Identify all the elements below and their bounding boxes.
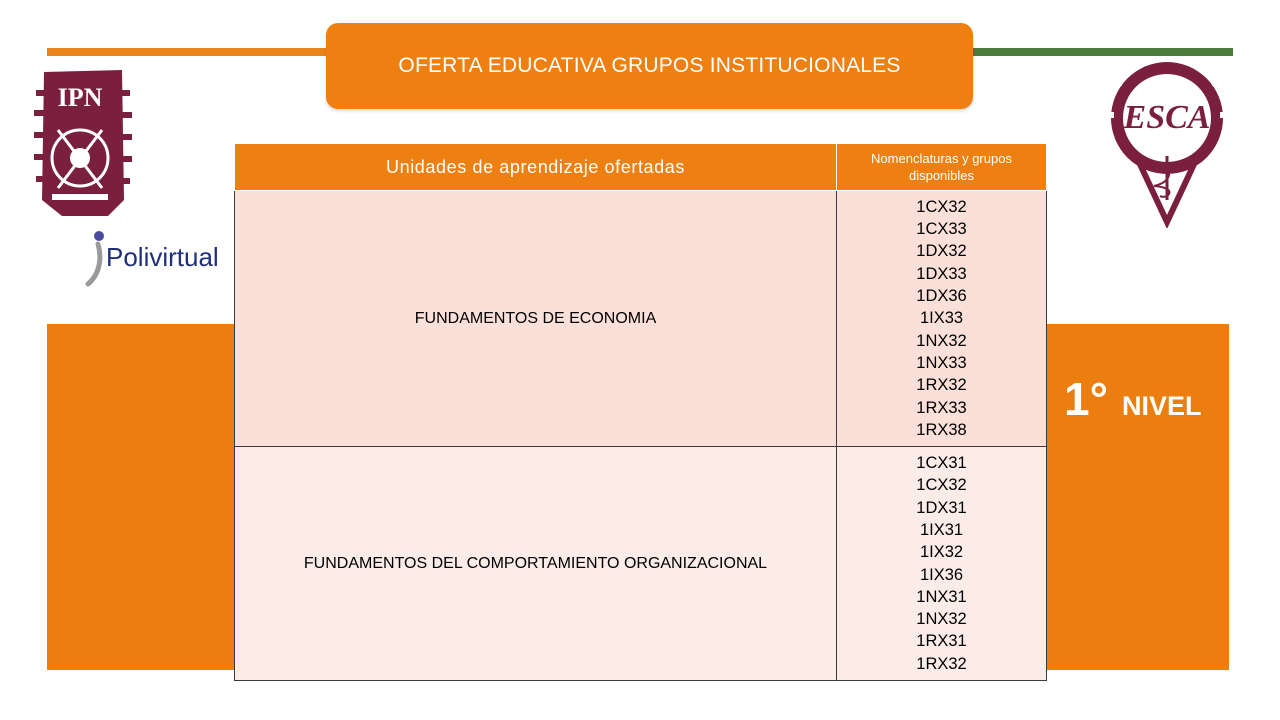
subject-cell: FUNDAMENTOS DEL COMPORTAMIENTO ORGANIZACIONAL bbox=[235, 447, 837, 681]
group-code: 1RX32 bbox=[916, 654, 967, 673]
group-code: 1RX31 bbox=[916, 632, 967, 651]
table-row bbox=[235, 191, 1047, 447]
header-units: Unidades de aprendizaje ofertadas bbox=[235, 144, 837, 191]
level-label bbox=[1064, 372, 1202, 426]
svg-text:IPN: IPN bbox=[57, 83, 103, 112]
polivirtual-logo bbox=[84, 228, 229, 288]
offer-table bbox=[234, 143, 1047, 681]
level-word: NIVEL bbox=[1121, 391, 1202, 421]
group-code: 1RX33 bbox=[916, 398, 967, 417]
group-code: 1NX32 bbox=[916, 610, 967, 629]
group-code: 1CX33 bbox=[916, 220, 967, 239]
groups-cell bbox=[837, 447, 1047, 681]
svg-text:ESCA: ESCA bbox=[1123, 99, 1211, 136]
esca-logo bbox=[1104, 60, 1230, 228]
group-code: 1NX32 bbox=[916, 331, 967, 350]
ipn-logo bbox=[28, 60, 132, 228]
polivirtual-wordmark: Polivirtual bbox=[106, 242, 219, 272]
group-code: 1CX32 bbox=[916, 476, 967, 495]
group-code: 1IX31 bbox=[919, 520, 964, 539]
subject-cell: FUNDAMENTOS DE ECONOMIA bbox=[235, 191, 837, 447]
group-code: 1IX32 bbox=[919, 543, 964, 562]
group-code: 1NX31 bbox=[916, 587, 967, 606]
group-code: 1CX32 bbox=[916, 197, 967, 216]
level-number: 1° bbox=[1064, 373, 1108, 425]
group-code: 1DX36 bbox=[916, 287, 967, 306]
page-title: OFERTA EDUCATIVA GRUPOS INSTITUCIONALES bbox=[326, 23, 973, 109]
group-code: 1DX32 bbox=[916, 242, 967, 261]
header-rule-green bbox=[972, 48, 1233, 56]
group-code: 1IX36 bbox=[919, 565, 964, 584]
group-code: 1CX31 bbox=[916, 454, 967, 473]
groups-cell bbox=[837, 191, 1047, 447]
group-code: 1RX38 bbox=[916, 420, 967, 439]
table-row bbox=[235, 447, 1047, 681]
group-code: 1DX31 bbox=[916, 498, 967, 517]
group-code: 1IX33 bbox=[919, 309, 964, 328]
header-rule-orange bbox=[47, 48, 330, 56]
group-code: 1DX33 bbox=[916, 264, 967, 283]
group-code: 1NX33 bbox=[916, 353, 967, 372]
header-groups: Nomenclaturas y grupos disponibles bbox=[837, 144, 1047, 191]
group-code: 1RX32 bbox=[916, 376, 967, 395]
